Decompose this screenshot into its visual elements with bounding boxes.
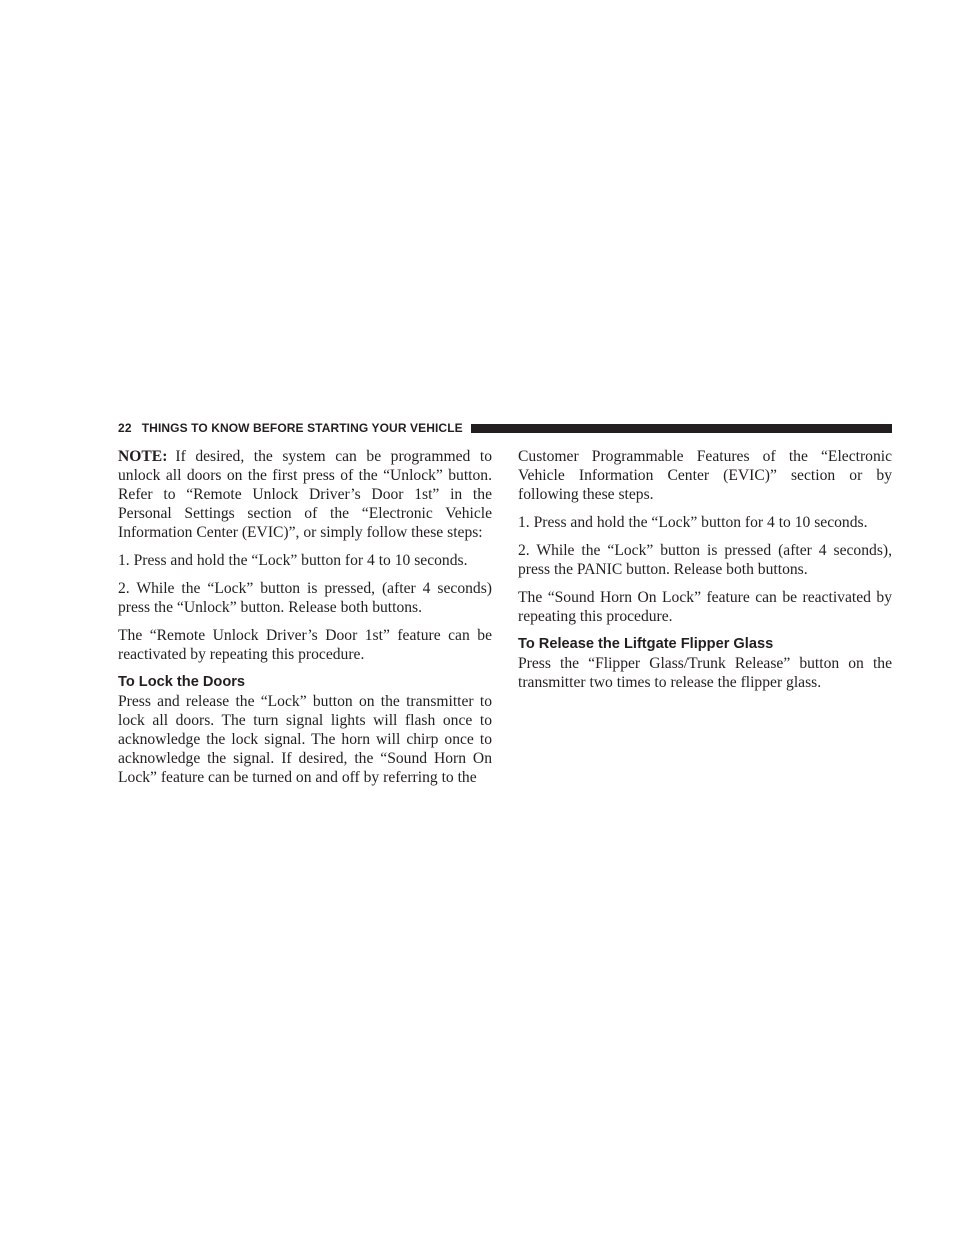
section-title: THINGS TO KNOW BEFORE STARTING YOUR VEHICLE <box>141 420 463 435</box>
lock-doors-text: Press and release the “Lock” button on the transmitter to lock all doors. The turn signal lights will flash once to acknowledge the lock signal. The horn will chirp once to acknowledge the signal. If desired, the “Sound Horn On Lock” feature can be turned on and off by referring to the <box>118 693 492 786</box>
note-paragraph <box>118 447 492 542</box>
unlock-step-1: 1. Press and hold the “Lock” button for 4 to 10 seconds. <box>118 552 468 569</box>
horn-step-1: 1. Press and hold the “Lock” button for 4 to 10 seconds. <box>518 514 868 531</box>
note-label: NOTE: <box>118 448 168 465</box>
horn-reactivate-text: The “Sound Horn On Lock” feature can be reactivated by repeating this procedure. <box>518 589 892 625</box>
unlock-step-2: 2. While the “Lock” button is pressed, (after 4 seconds) press the “Unlock” button. Release both buttons. <box>118 580 492 616</box>
horn-step-2: 2. While the “Lock” button is pressed (after 4 seconds), press the PANIC button. Release both buttons. <box>518 542 892 578</box>
flipper-glass-heading: To Release the Liftgate Flipper Glass <box>518 636 774 652</box>
left-column <box>118 447 492 787</box>
flipper-glass-text: Press the “Flipper Glass/Trunk Release” button on the transmitter two times to release the flipper glass. <box>518 655 892 691</box>
unlock-reactivate-text: The “Remote Unlock Driver’s Door 1st” feature can be reactivated by repeating this procedure. <box>118 627 492 663</box>
lock-doors-heading: To Lock the Doors <box>118 674 246 690</box>
note-text: If desired, the system can be programmed to unlock all doors on the first press of the “Unlock” button. Refer to “Remote Unlock Driver’s Door 1st” in the Personal Settings section of the “Electronic Vehicle Information Center (EVIC)”, or simply follow these steps: <box>118 448 492 541</box>
page-number: 22 <box>118 420 132 435</box>
right-column <box>518 447 892 692</box>
continuation-text: Customer Programmable Features of the “Electronic Vehicle Information Center (EVIC)” section or by following these steps. <box>518 448 892 503</box>
header-rule <box>471 424 892 433</box>
page-header <box>118 419 892 436</box>
